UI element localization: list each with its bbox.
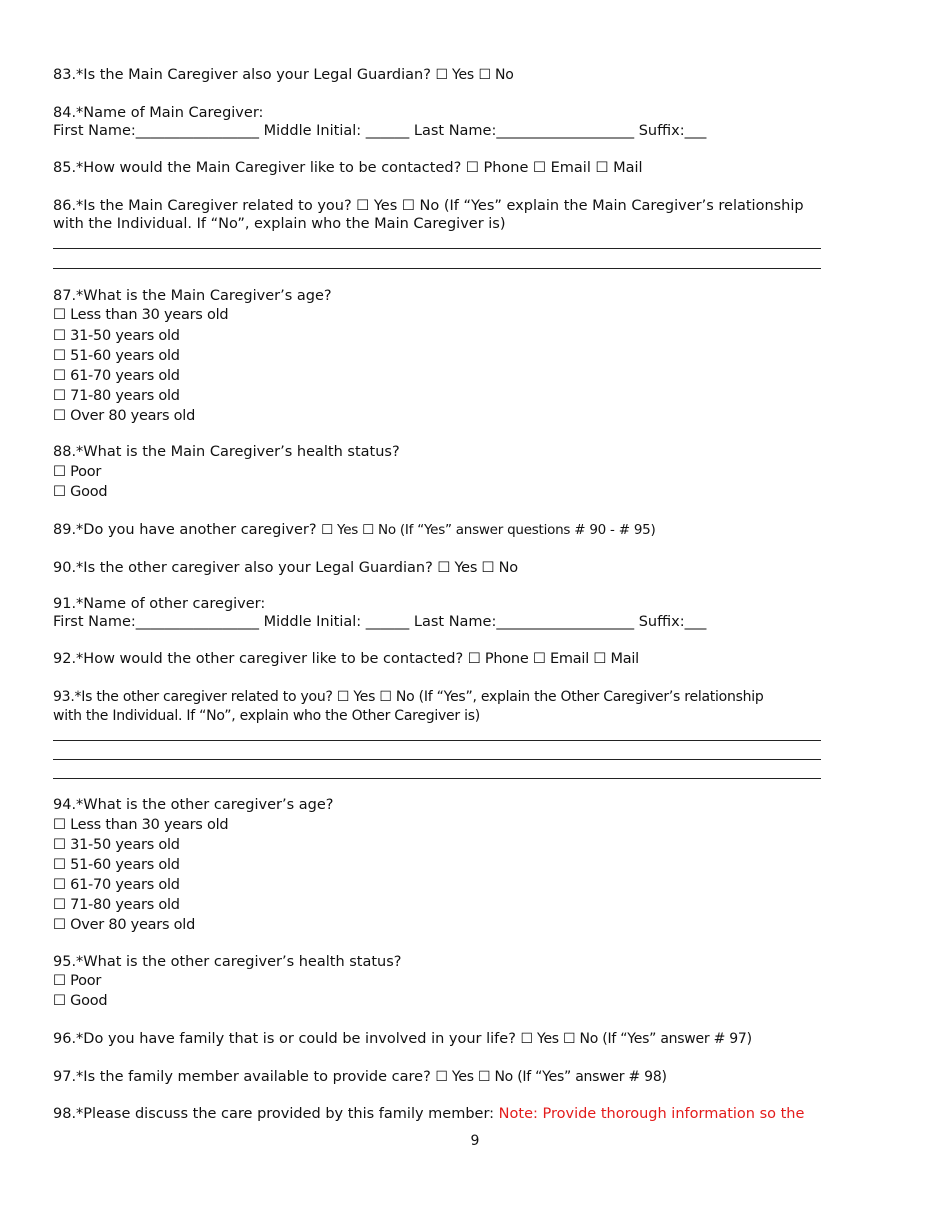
question-92-text: 92.*How would the other caregiver like to be contacted? [53, 651, 464, 667]
q87-option[interactable]: ☐ 51-60 years old [53, 348, 180, 364]
q94-option[interactable]: ☐ Over 80 years old [53, 917, 196, 933]
question-91-name-fields[interactable]: First Name:_________________ Middle Initial: ______ Last Name:___________________ Suffix:___ [53, 614, 707, 630]
q96-options[interactable]: ☐ Yes ☐ No (If “Yes” answer # 97) [520, 1031, 752, 1047]
q85-mail-checkbox[interactable]: ☐ Mail [595, 160, 643, 176]
question-86-line1[interactable]: 86.*Is the Main Caregiver related to you? ☐ Yes ☐ No (If “Yes” explain the Main Caregiver’s relationship [53, 198, 804, 214]
q88-option[interactable]: ☐ Poor [53, 464, 102, 480]
question-96-text: 96.*Do you have family that is or could be involved in your life? [53, 1031, 516, 1047]
question-85-text: 85.*How would the Main Caregiver like to be contacted? [53, 160, 462, 176]
question-83 [53, 66, 514, 84]
q87-option[interactable]: ☐ 31-50 years old [53, 328, 180, 344]
q85-email-checkbox[interactable]: ☐ Email [533, 160, 591, 176]
question-93-line2: with the Individual. If “No”, explain who the Other Caregiver is) [53, 708, 480, 724]
question-89 [53, 521, 656, 539]
question-91-text: 91.*Name of other caregiver: [53, 596, 266, 612]
question-98-text: 98.*Please discuss the care provided by this family member: [53, 1106, 495, 1122]
question-90 [53, 559, 518, 577]
question-93-line1[interactable]: 93.*Is the other caregiver related to you? ☐ Yes ☐ No (If “Yes”, explain the Other Caregiver’s relationship [53, 689, 764, 705]
question-88-text: 88.*What is the Main Caregiver’s health status? [53, 444, 400, 460]
question-85 [53, 159, 643, 177]
q87-option[interactable]: ☐ Less than 30 years old [53, 307, 229, 323]
question-97 [53, 1068, 667, 1086]
q87-option[interactable]: ☐ Over 80 years old [53, 408, 196, 424]
question-83-text: 83.*Is the Main Caregiver also your Legal Guardian? [53, 67, 431, 83]
q83-no-checkbox[interactable]: ☐ No [478, 67, 514, 83]
question-87-text: 87.*What is the Main Caregiver’s age? [53, 288, 332, 304]
q86-answer-line-2[interactable] [53, 268, 821, 269]
q94-option[interactable]: ☐ 31-50 years old [53, 837, 180, 853]
q94-option[interactable]: ☐ 61-70 years old [53, 877, 180, 893]
q87-option[interactable]: ☐ 61-70 years old [53, 368, 180, 384]
question-95-text: 95.*What is the other caregiver’s health status? [53, 954, 402, 970]
q85-phone-checkbox[interactable]: ☐ Phone [465, 160, 529, 176]
q97-options[interactable]: ☐ Yes ☐ No (If “Yes” answer # 98) [435, 1069, 667, 1085]
q92-options[interactable]: ☐ Phone ☐ Email ☐ Mail [467, 651, 639, 667]
q93-answer-line-3[interactable] [53, 778, 821, 779]
question-94-text: 94.*What is the other caregiver’s age? [53, 797, 334, 813]
q86-answer-line-1[interactable] [53, 248, 821, 249]
page-number: 9 [470, 1133, 480, 1149]
q95-option[interactable]: ☐ Good [53, 993, 108, 1009]
question-96 [53, 1030, 752, 1048]
question-98 [53, 1105, 804, 1123]
q89-options[interactable]: ☐ Yes ☐ No (If “Yes” answer questions # 90 - # 95) [321, 522, 656, 538]
q87-option[interactable]: ☐ 71-80 years old [53, 388, 180, 404]
question-90-text: 90.*Is the other caregiver also your Legal Guardian? [53, 560, 433, 576]
q94-option[interactable]: ☐ 51-60 years old [53, 857, 180, 873]
question-86-line2: with the Individual. If “No”, explain who the Main Caregiver is) [53, 216, 506, 232]
q95-option[interactable]: ☐ Poor [53, 973, 102, 989]
q83-yes-checkbox[interactable]: ☐ Yes [435, 67, 474, 83]
q94-option[interactable]: ☐ Less than 30 years old [53, 817, 229, 833]
q98-note: Note: Provide thorough information so the [498, 1106, 805, 1122]
question-97-text: 97.*Is the family member available to provide care? [53, 1069, 431, 1085]
question-84-text: 84.*Name of Main Caregiver: [53, 105, 264, 121]
q93-answer-line-1[interactable] [53, 740, 821, 741]
question-84-name-fields[interactable]: First Name:_________________ Middle Initial: ______ Last Name:___________________ Suffix:___ [53, 123, 707, 139]
q93-answer-line-2[interactable] [53, 759, 821, 760]
question-92 [53, 650, 639, 668]
q90-options[interactable]: ☐ Yes ☐ No [437, 560, 518, 576]
q94-option[interactable]: ☐ 71-80 years old [53, 897, 180, 913]
q88-option[interactable]: ☐ Good [53, 484, 108, 500]
question-89-text: 89.*Do you have another caregiver? [53, 522, 317, 538]
